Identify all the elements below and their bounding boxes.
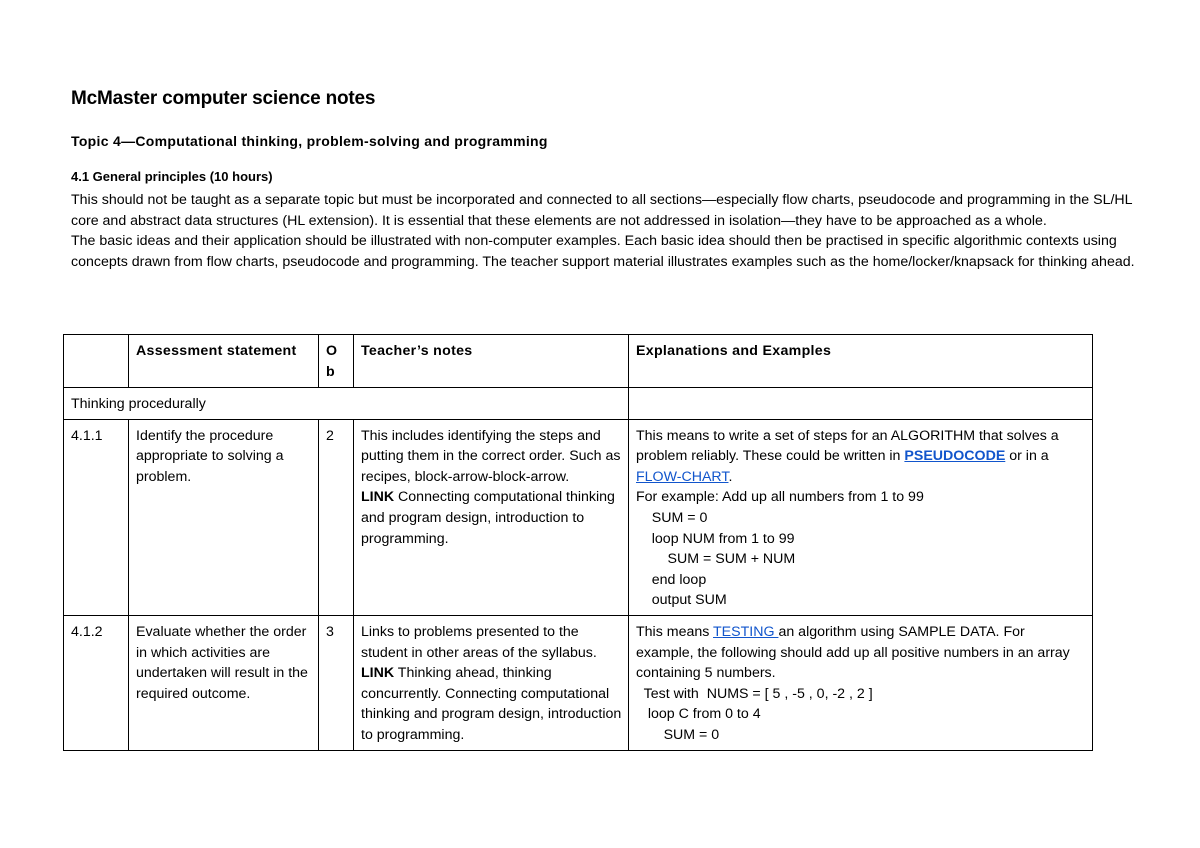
testing-link[interactable]: TESTING: [713, 623, 779, 640]
topic-heading: Topic 4—Computational thinking, problem-solving and programming: [71, 133, 548, 149]
pseudocode-link[interactable]: PSEUDOCODE: [904, 448, 1006, 465]
row-statement: Identify the procedure appropriate to solving a problem.: [129, 419, 319, 615]
row-explanation: [629, 615, 1093, 750]
header-blank: [64, 335, 129, 388]
notes-link-label: LINK: [361, 489, 395, 506]
header-teachers-notes: Teacher’s notes: [354, 335, 629, 388]
flow-chart-link[interactable]: FLOW-CHART: [636, 468, 729, 485]
explanation-text: This means to write a set of steps for an ALGORITHM that solves a problem reliably. These could be written in: [636, 427, 1059, 465]
row-id: 4.1.2: [64, 615, 129, 750]
table-row: [64, 615, 1093, 750]
table-row: [64, 419, 1093, 615]
explanation-text: .: [728, 468, 733, 485]
row-ob: 3: [319, 615, 354, 750]
header-assessment-statement: Assessment statement: [129, 335, 319, 388]
explanation-text: or in a: [1005, 448, 1049, 465]
row-ob: 2: [319, 419, 354, 615]
row-explanation: [629, 419, 1093, 615]
code-line: loop NUM from 1 to 99: [636, 530, 795, 547]
table-header-row: [64, 335, 1093, 388]
group-row: [64, 388, 1093, 420]
intro-paragraph: This should not be taught as a separate topic but must be incorporated and connected to all sections—especially flow charts, pseudocode and programming in the SL/HL core and abstract data structures (HL extension). It is essential that these elements are not addressed in isolation—they have to be approached as a whole.: [71, 192, 1133, 229]
header-explanations: Explanations and Examples: [629, 335, 1093, 388]
group-label: Thinking procedurally: [64, 388, 629, 420]
header-ob: O b: [319, 335, 354, 388]
code-line: end loop: [636, 571, 707, 588]
code-line: output SUM: [636, 592, 727, 609]
notes-text: This includes identifying the steps and putting them in the correct order. Such as recipes, block-arrow-block-arrow.: [361, 427, 621, 485]
notes-link-label: LINK: [361, 665, 395, 682]
section-heading: 4.1 General principles (10 hours): [71, 169, 273, 184]
code-line: Test with NUMS = [ 5 , -5 , 0, -2 , 2 ]: [636, 685, 873, 702]
explanation-text: an algorithm using SAMPLE DATA. For example, the following should add up all positive numbers in an array containing 5 numbers.: [636, 623, 1070, 682]
explanation-text: This means: [636, 623, 714, 640]
code-line: SUM = 0: [636, 726, 720, 743]
document-title: McMaster computer science notes: [71, 88, 376, 109]
code-line: SUM = 0: [636, 509, 708, 526]
explanation-example: For example: Add up all numbers from 1 to 99: [636, 489, 924, 506]
notes-text: Links to problems presented to the student in other areas of the syllabus.: [361, 623, 597, 661]
row-id: 4.1.1: [64, 419, 129, 615]
row-statement: Evaluate whether the order in which activities are undertaken will result in the required outcome.: [129, 615, 319, 750]
intro-paragraph: The basic ideas and their application should be illustrated with non-computer examples. Each basic idea should then be practised in specific algorithmic contexts using concepts drawn from flow charts, pseudocode and programming. The teacher support material illustrates examples such as the home/locker/knapsack for thinking ahead.: [71, 233, 1135, 270]
notes-link-text: Thinking ahead, thinking concurrently. Connecting computational thinking and program design, introduction to programming.: [361, 665, 622, 743]
code-line: loop C from 0 to 4: [636, 706, 761, 723]
row-notes: [354, 419, 629, 615]
intro-text: [71, 190, 1136, 272]
row-notes: [354, 615, 629, 750]
group-empty-cell: [629, 388, 1093, 420]
code-line: SUM = SUM + NUM: [636, 551, 796, 568]
notes-link-text: Connecting computational thinking and program design, introduction to programming.: [361, 489, 615, 547]
curriculum-table: [63, 334, 1093, 751]
